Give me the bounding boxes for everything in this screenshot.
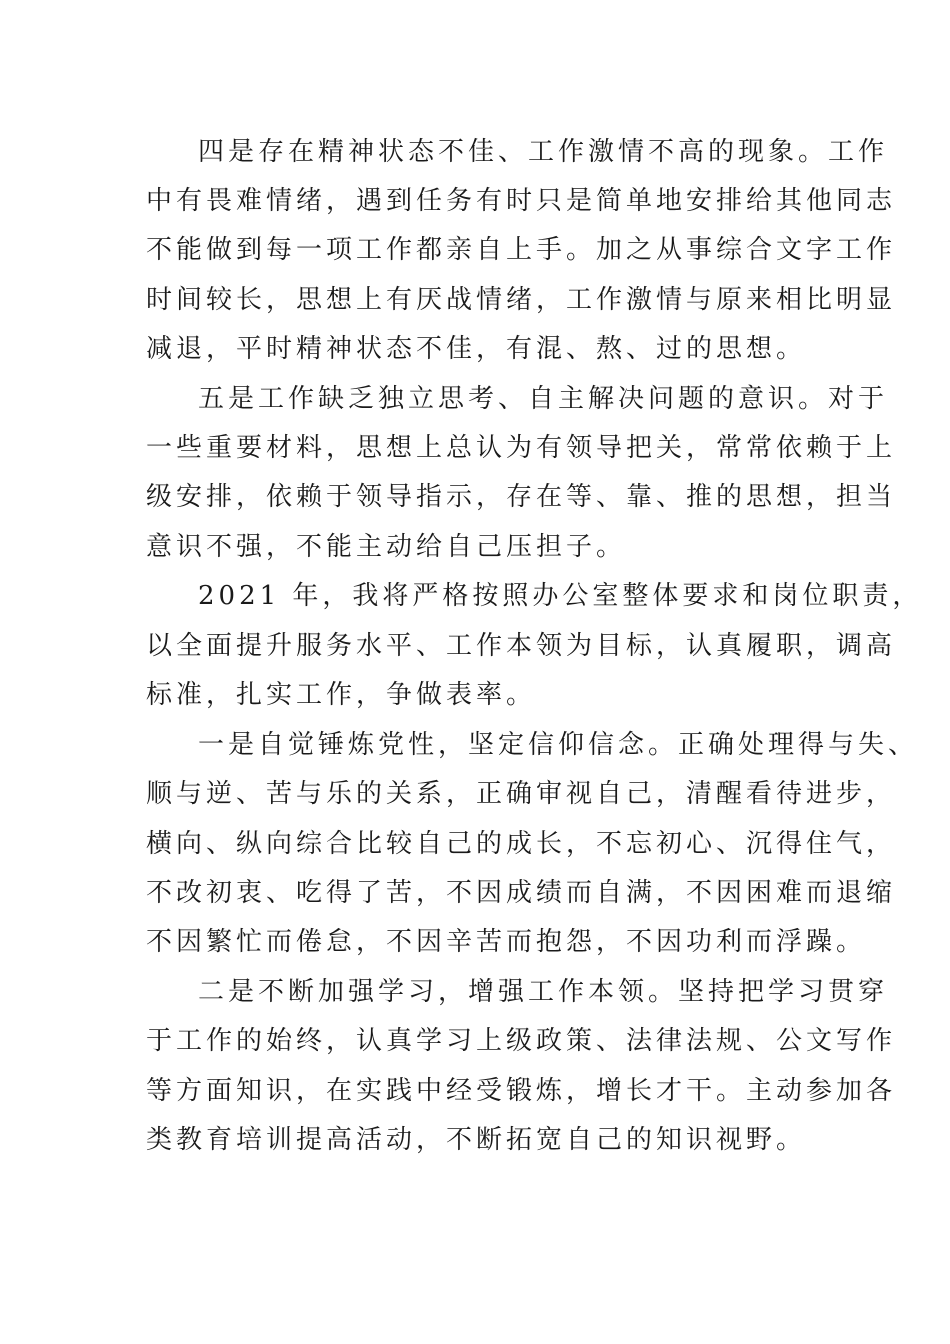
text-line: 二是不断加强学习，增强工作本领。坚持把学习贯穿	[198, 977, 889, 1007]
text-line: 于工作的始终，认真学习上级政策、法律法规、公文写作	[146, 1026, 897, 1056]
text-line: 不改初衷、吃得了苦，不因成绩而自满，不因困难而退缩	[146, 878, 897, 908]
text-line: 横向、纵向综合比较自己的成长，不忘初心、沉得住气，	[146, 829, 897, 859]
text-line: 时间较长，思想上有厌战情绪，工作激情与原来相比明显	[146, 285, 897, 315]
text-line: 2021 年，我将严格按照办公室整体要求和岗位职责，	[198, 581, 923, 611]
text-line: 标准，扎实工作，争做表率。	[146, 680, 537, 710]
text-line: 意识不强，不能主动给自己压担子。	[146, 532, 627, 562]
text-line: 四是存在精神状态不佳、工作激情不高的现象。工作	[198, 137, 889, 167]
text-line: 类教育培训提高活动，不断拓宽自己的知识视野。	[146, 1125, 807, 1155]
text-line: 不能做到每一项工作都亲自上手。加之从事综合文字工作	[146, 235, 897, 265]
text-line: 减退，平时精神状态不佳，有混、熬、过的思想。	[146, 334, 807, 364]
text-line: 一些重要材料，思想上总认为有领导把关，常常依赖于上	[146, 433, 897, 463]
text-line: 不因繁忙而倦怠，不因辛苦而抱怨，不因功利而浮躁。	[146, 927, 867, 957]
text-line: 顺与逆、苦与乐的关系，正确审视自己，清醒看待进步，	[146, 779, 897, 809]
text-line: 中有畏难情绪，遇到任务有时只是简单地安排给其他同志	[146, 186, 897, 216]
text-line: 五是工作缺乏独立思考、自主解决问题的意识。对于	[198, 384, 889, 414]
text-line: 级安排，依赖于领导指示，存在等、靠、推的思想，担当	[146, 482, 897, 512]
text-line: 以全面提升服务水平、工作本领为目标，认真履职，调高	[146, 631, 897, 661]
text-line: 一是自觉锤炼党性，坚定信仰信念。正确处理得与失、	[198, 730, 919, 760]
text-line: 等方面知识，在实践中经受锻炼，增长才干。主动参加各	[146, 1076, 897, 1106]
